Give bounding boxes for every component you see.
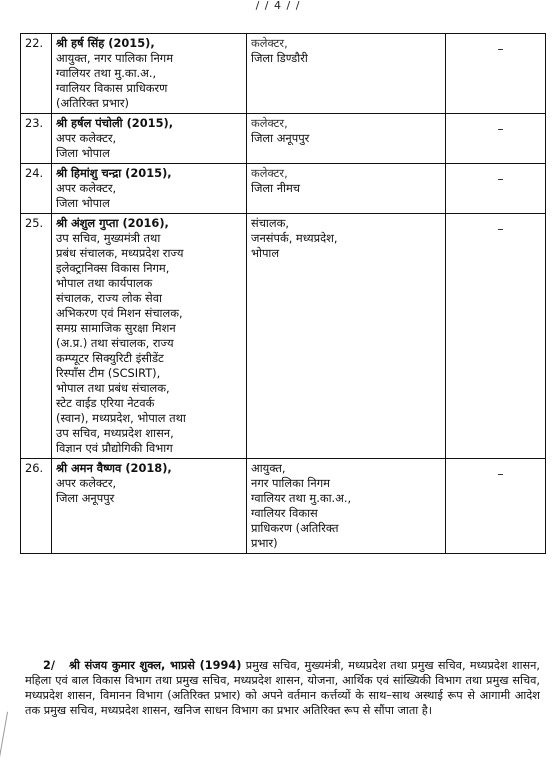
paragraph-number: 2/ — [43, 659, 55, 672]
table-row — [21, 164, 546, 214]
new-posting-cell — [247, 459, 446, 554]
officer-name: श्री अंशुल गुप्ता (2016), — [56, 216, 169, 230]
new-posting-cell — [247, 164, 446, 214]
officer-cell — [52, 164, 247, 214]
officer-cell — [52, 214, 247, 459]
new-posting-cell — [247, 214, 446, 459]
current-post-line: प्रबंध संचालक, मध्यप्रदेश राज्य — [56, 246, 184, 260]
paragraph-officer-name: श्री संजय कुमार शुक्ल, भाप्रसे (1994) — [69, 659, 242, 672]
table-row — [21, 114, 546, 164]
officer-name: श्री हर्ष सिंह (2015), — [56, 36, 155, 50]
current-post-line: ग्वालियर तथा मु.का.अ., — [56, 66, 157, 80]
current-post-line: कम्प्यूटर सिक्युरिटी इंसीडेंट — [56, 351, 164, 365]
current-post-line: अभिकरण एवं मिशन संचालक, — [56, 306, 183, 320]
new-posting-line: भोपाल — [251, 246, 280, 260]
new-posting-line: जनसंपर्क, मध्यप्रदेश, — [251, 231, 338, 245]
officer-cell — [52, 34, 247, 114]
new-posting-line: कलेक्टर, — [251, 166, 288, 180]
new-posting-line: आयुक्त, — [251, 461, 286, 475]
remark-dash: – — [497, 42, 504, 56]
current-post-line: आयुक्त, नगर पालिका निगम — [56, 51, 174, 65]
current-post-line: (अ.प्र.) तथा संचालक, राज्य — [56, 336, 174, 350]
serial-number: 23. — [21, 114, 52, 164]
new-posting-line: कलेक्टर, — [251, 36, 288, 50]
current-post-line: इलेक्ट्रानिक्स विकास निगम, — [56, 261, 170, 275]
serial-number: 22. — [21, 34, 52, 114]
current-post-line: जिला अनूपपुर — [56, 491, 115, 505]
remark-cell — [446, 164, 546, 214]
current-post-line: जिला भोपाल — [56, 196, 110, 210]
new-posting-line: प्राधिकरण (अतिरिक्त — [251, 521, 339, 535]
table-row — [21, 214, 546, 459]
current-post-line: भोपाल तथा प्रबंध संचालक, — [56, 381, 170, 395]
paragraph-text: प्रमुख सचिव, मुख्यमंत्री, मध्यप्रदेश तथा प्रमुख सचिव, मध्यप्रदेश शासन, महिला एवं बाल विकास विभाग तथा प्रमुख सचिव, मध्यप्रदेश शासन, योजना, आर्थिक एवं सांख्यिकी विभाग तथा प्रमुख सचिव, मध्यप्रदेश शासन, विमानन विभाग (अतिरिक्त प्रभार) को अपने वर्तमान कर्त्तव्यों के साथ–साथ अस्थाई रूप से आगामी आदेश तक प्रमुख सचिव, मध्यप्रदेश शासन, खनिज साधन विभाग का प्रभार अतिरिक्त रूप से सौंपा जाता है। — [25, 659, 540, 717]
remark-cell — [446, 214, 546, 459]
new-posting-cell — [247, 114, 446, 164]
current-post-line: उप सचिव, मुख्यमंत्री तथा — [56, 231, 161, 245]
officer-name: श्री हर्षल पंचोली (2015), — [56, 116, 174, 130]
new-posting-line: प्रभार) — [251, 536, 278, 550]
current-post-line: संचालक, राज्य लोक सेवा — [56, 291, 162, 305]
current-post-line: जिला भोपाल — [56, 146, 110, 160]
current-post-line: (स्वान), मध्यप्रदेश, भोपाल तथा — [56, 411, 186, 425]
current-post-line: अपर कलेक्टर, — [56, 131, 117, 145]
new-posting-line: ग्वालियर विकास — [251, 506, 318, 520]
margin-pen-mark — [0, 712, 14, 759]
new-posting-line: नगर पालिका निगम — [251, 476, 330, 490]
page-number-marker: / / 4 / / — [255, 0, 301, 12]
remark-dash: – — [497, 222, 504, 236]
serial-number: 24. — [21, 164, 52, 214]
current-post-line: उप सचिव, मध्यप्रदेश शासन, — [56, 426, 174, 440]
current-post-line: रिस्पॉंस टीम (SCSIRT), — [56, 366, 161, 380]
current-post-line: ग्वालियर विकास प्राधिकरण — [56, 81, 168, 95]
remark-cell — [446, 34, 546, 114]
new-posting-line: ग्वालियर तथा मु.का.अ., — [251, 491, 352, 505]
new-posting-line: जिला नीमच — [251, 181, 301, 195]
new-posting-line: कलेक्टर, — [251, 116, 288, 130]
remark-dash: – — [497, 467, 504, 481]
new-posting-line: जिला अनूपपुर — [251, 131, 310, 145]
new-posting-line: संचालक, — [251, 216, 289, 230]
table-row — [21, 459, 546, 554]
current-post-line: अपर कलेक्टर, — [56, 476, 117, 490]
serial-number: 25. — [21, 214, 52, 459]
remark-cell — [446, 459, 546, 554]
current-post-line: समग्र सामाजिक सुरक्षा मिशन — [56, 321, 176, 335]
new-posting-line: जिला डिण्डौरी — [251, 51, 308, 65]
new-posting-cell — [247, 34, 446, 114]
remark-dash: – — [497, 122, 504, 136]
remark-cell — [446, 114, 546, 164]
table-row — [21, 34, 546, 114]
current-post-line: अपर कलेक्टर, — [56, 181, 117, 195]
current-post-line: (अतिरिक्त प्रभार) — [56, 96, 129, 110]
serial-number: 26. — [21, 459, 52, 554]
transfer-order-table — [20, 33, 546, 554]
order-paragraph — [25, 658, 540, 718]
current-post-line: स्टेट वाईड एरिया नेटवर्क — [56, 396, 155, 410]
current-post-line: भोपाल तथा कार्यपालक — [56, 276, 153, 290]
remark-dash: – — [497, 172, 504, 186]
current-post-line: विज्ञान एवं प्रौद्योगिकी विभाग — [56, 441, 173, 455]
officer-cell — [52, 459, 247, 554]
officer-name: श्री हिमांशु चन्द्रा (2015), — [56, 166, 172, 180]
officer-name: श्री अमन वैष्णव (2018), — [56, 461, 172, 475]
officer-cell — [52, 114, 247, 164]
